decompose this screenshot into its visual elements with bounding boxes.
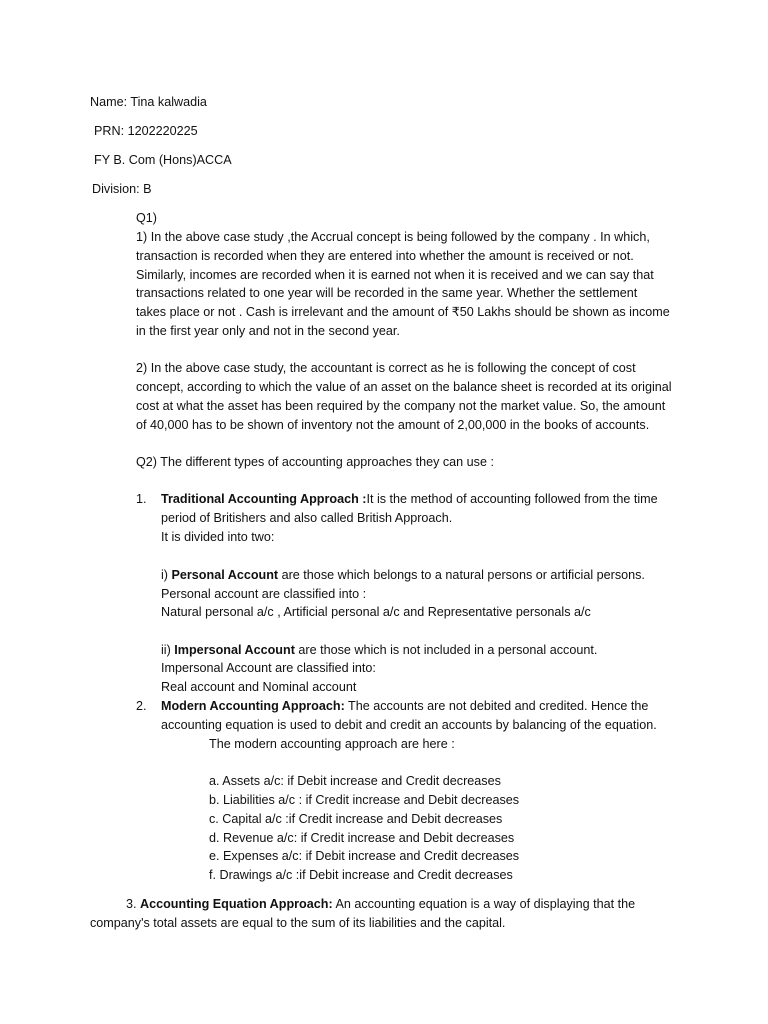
item3-number: 3. — [126, 897, 137, 911]
item1-line2: period of Britishers and also called British Approach. — [161, 511, 453, 525]
student-prn: PRN: 1202220225 — [94, 124, 198, 138]
accounting-rule: d. Revenue a/c: if Credit increase and Debit decreases — [209, 831, 515, 845]
student-division: Division: B — [92, 182, 152, 196]
item2-line2: accounting equation is used to debit and credit an accounts by balancing of the equation. — [161, 718, 657, 732]
impersonal-account-line: ii) Impersonal Account are those which is not included in a personal account. — [161, 643, 598, 657]
personal-account-types: Natural personal a/c , Artificial personal a/c and Representative personals a/c — [161, 605, 591, 619]
accounting-rule: b. Liabilities a/c : if Credit increase and Debit decreases — [209, 793, 520, 807]
student-course: FY B. Com (Hons)ACCA — [94, 153, 232, 167]
item1-line1: Traditional Accounting Approach :It is the method of accounting followed from the time — [161, 492, 658, 506]
accounting-rule: f. Drawings a/c :if Debit increase and Credit decreases — [209, 868, 513, 882]
q1-para1-line: transactions related to one year will be recorded in the same year. Whether the settlement — [136, 286, 638, 300]
item1-number: 1. — [136, 492, 147, 506]
item2-title: Modern Accounting Approach: — [161, 699, 345, 713]
personal-account-title: Personal Account — [171, 568, 279, 582]
item1-line3: It is divided into two: — [161, 530, 275, 544]
q1-para2-line: of 40,000 has to be shown of inventory not the amount of 2,00,000 in the books of accounts. — [136, 418, 650, 432]
item3-line2: company's total assets are equal to the sum of its liabilities and the capital. — [90, 916, 506, 930]
item2-line1: Modern Accounting Approach: The accounts are not debited and credited. Hence the — [161, 699, 649, 713]
accounting-rule: a. Assets a/c: if Debit increase and Credit decreases — [209, 774, 501, 788]
item3-title: Accounting Equation Approach: — [140, 897, 333, 911]
q1-para1-line: takes place or not . Cash is irrelevant and the amount of ₹50 Lakhs should be shown as income — [136, 305, 670, 319]
accounting-rule: e. Expenses a/c: if Debit increase and Credit decreases — [209, 849, 520, 863]
impersonal-account-types: Real account and Nominal account — [161, 680, 357, 694]
q2-intro: Q2) The different types of accounting approaches they can use : — [136, 455, 494, 469]
personal-account-classified: Personal account are classified into : — [161, 587, 367, 601]
q1-para2-line: 2) In the above case study, the accountant is correct as he is following the concept of cost — [136, 361, 636, 375]
q1-para2-line: concept, according to which the value of an asset on the balance sheet is recorded at its original — [136, 380, 672, 394]
item2-number: 2. — [136, 699, 147, 713]
impersonal-account-classified: Impersonal Account are classified into: — [161, 661, 376, 675]
q1-para1-line: 1) In the above case study ,the Accrual concept is being followed by the company . In which, — [136, 230, 650, 244]
student-name: Name: Tina kalwadia — [90, 95, 207, 109]
item1-title: Traditional Accounting Approach : — [161, 492, 367, 506]
personal-account-line: i) Personal Account are those which belongs to a natural persons or artificial persons. — [161, 568, 645, 582]
q1-para2-line: cost at what the asset has been required by the company not the market value. So, the amount — [136, 399, 666, 413]
q1-para1-line: Similarly, incomes are recorded when it is earned not when it is received and we can say that — [136, 268, 654, 282]
q1-para1-line: in the first year only and not in the second year. — [136, 324, 400, 338]
item3-line1: 3. Accounting Equation Approach: An accounting equation is a way of displaying that the — [126, 897, 636, 911]
item2-line3: The modern accounting approach are here : — [209, 737, 455, 751]
q1-label: Q1) — [136, 211, 157, 225]
accounting-rule: c. Capital a/c :if Credit increase and Debit decreases — [209, 812, 503, 826]
impersonal-account-title: Impersonal Account — [174, 643, 295, 657]
q1-para1-line: transaction is recorded when they are entered into whether the amount is received or not. — [136, 249, 634, 263]
